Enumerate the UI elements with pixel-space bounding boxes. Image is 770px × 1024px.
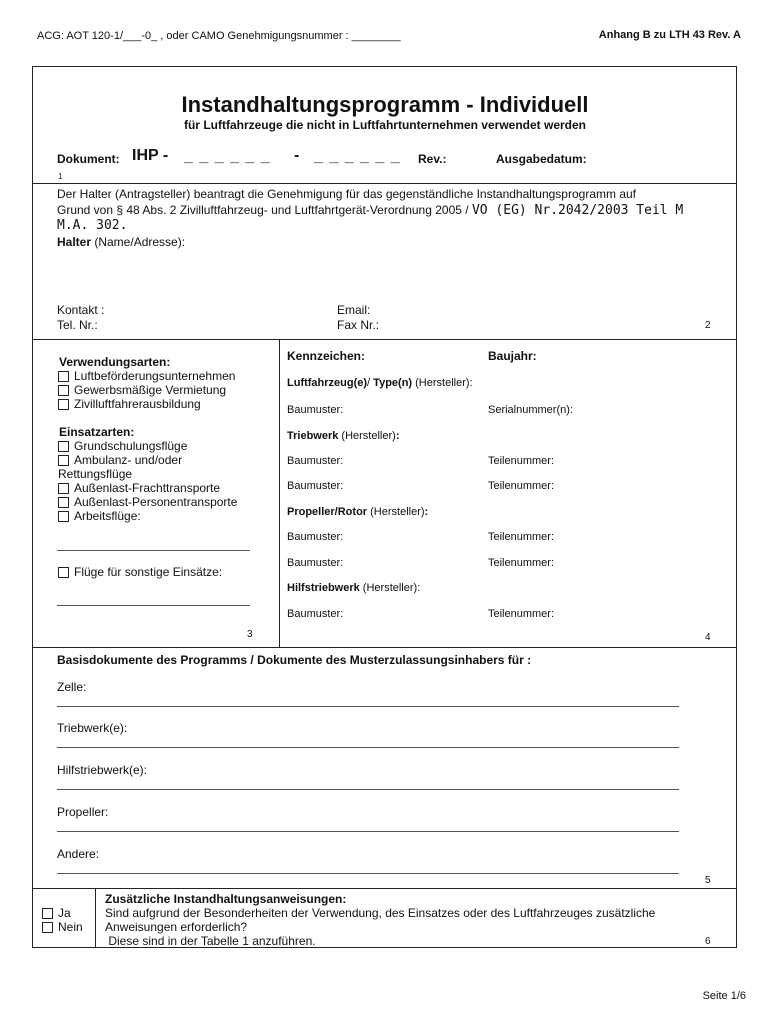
hilf-doc-label: Hilfstriebwerk(e): <box>57 763 148 777</box>
eins-label-1: Grundschulungsflüge <box>74 439 188 453</box>
email-label[interactable]: Email: <box>337 303 371 317</box>
page-subtitle: für Luftfahrzeuge die nicht in Luftfahrtunternehmen verwendet werden <box>183 118 587 132</box>
tw-colon: : <box>395 430 400 442</box>
propeller-label <box>287 506 428 518</box>
zelle-label: Zelle: <box>57 680 87 694</box>
section-number-5: 5 <box>705 875 711 886</box>
section-number-4: 4 <box>705 632 711 643</box>
verw-item-1[interactable] <box>58 369 235 383</box>
tw-baumuster-2[interactable]: Baumuster: <box>287 480 344 492</box>
kontakt-label[interactable]: Kontakt : <box>57 303 105 317</box>
triebwerk-label <box>287 430 399 442</box>
checkbox[interactable] <box>58 567 69 578</box>
propeller-doc-label: Propeller: <box>57 805 109 819</box>
checkbox[interactable] <box>58 511 69 522</box>
nein-label: Nein <box>58 920 83 934</box>
divider-col <box>279 339 280 647</box>
zusatz-title: Zusätzliche Instandhaltungsanweisungen: <box>105 892 347 906</box>
section-number-2: 2 <box>705 320 711 331</box>
zusatz-line-2: Anweisungen erforderlich? <box>105 920 248 934</box>
eins-item-4[interactable] <box>58 495 237 509</box>
hilf-rest: (Hersteller): <box>359 582 421 594</box>
andere-line[interactable] <box>57 873 679 874</box>
checkbox[interactable] <box>58 441 69 452</box>
prop-bold: Propeller/Rotor <box>287 506 368 518</box>
doc-blank-2[interactable]: _ _ _ _ _ _ <box>314 148 401 165</box>
tw-baumuster-1[interactable]: Baumuster: <box>287 455 344 467</box>
eins-label-5: Arbeitsflüge: <box>74 509 141 523</box>
lfz-slash: / <box>367 377 374 389</box>
checkbox[interactable] <box>58 497 69 508</box>
divider-col-2 <box>95 888 96 948</box>
basisdokumente-title: Basisdokumente des Programms / Dokumente des Musterzulassungsinhabers für : <box>57 653 532 667</box>
verw-label-2: Gewerbsmäßige Vermietung <box>74 383 227 397</box>
lfz-bold: Luftfahrzeug(e) <box>287 377 368 389</box>
hilfstriebwerk-label <box>287 582 420 594</box>
tw-teil-1[interactable]: Teilenummer: <box>488 455 555 467</box>
checkbox[interactable] <box>42 908 53 919</box>
lfz-serial[interactable]: Serialnummer(n): <box>488 404 573 416</box>
halter-label <box>57 235 185 249</box>
section-number-6: 6 <box>705 936 711 947</box>
sonstige-label: Flüge für sonstige Einsätze: <box>74 565 223 579</box>
doc-label: Dokument: <box>57 152 120 166</box>
divider-2 <box>32 339 737 340</box>
kennzeichen-label[interactable]: Kennzeichen: <box>287 349 366 363</box>
eins-item-1[interactable] <box>58 439 187 453</box>
verw-item-3[interactable] <box>58 397 201 411</box>
fax-label[interactable]: Fax Nr.: <box>337 318 380 332</box>
baujahr-label[interactable]: Baujahr: <box>488 349 537 363</box>
hilf-line[interactable] <box>57 789 679 790</box>
zusatz-line-1: Sind aufgrund der Besonderheiten der Verwendung, des Einsatzes oder des Luftfahrzeuges zusätzliche <box>105 906 656 920</box>
lfz-rest: (Hersteller): <box>412 377 473 389</box>
zelle-line[interactable] <box>57 706 679 707</box>
halter-rest: (Name/Adresse): <box>91 235 186 249</box>
checkbox[interactable] <box>58 371 69 382</box>
section-number-3: 3 <box>247 629 253 640</box>
arbeitsfluege-line[interactable] <box>57 550 250 551</box>
triebwerk-line[interactable] <box>57 747 679 748</box>
prop-teil-1[interactable]: Teilenummer: <box>488 531 555 543</box>
sonstige-item[interactable] <box>58 565 222 579</box>
einsatzarten-title: Einsatzarten: <box>59 425 135 439</box>
zusatz-line-3: Diese sind in der Tabelle 1 anzuführen. <box>105 934 316 948</box>
antrag-line-1: Der Halter (Antragsteller) beantragt die Genehmigung für das gegenständliche Instandhaltungsprogramm auf <box>57 187 636 201</box>
tw-rest: (Hersteller) <box>338 430 396 442</box>
verw-label-3: Zivilluftfahrerausbildung <box>74 397 201 411</box>
antrag-line-2b: VO (EG) Nr.2042/2003 Teil M <box>471 203 684 218</box>
verw-label-1: Luftbeförderungsunternehmen <box>74 369 236 383</box>
section-number-1: 1 <box>58 172 63 181</box>
page-title: Instandhaltungsprogramm - Individuell <box>181 92 589 117</box>
antrag-line-2a: Grund von § 48 Abs. 2 Zivilluftfahrzeug- und Luftfahrtgerät-Verordnung 2005 / <box>57 203 472 217</box>
verw-item-2[interactable] <box>58 383 226 397</box>
andere-label: Andere: <box>57 847 100 861</box>
antrag-line-3: M.A. 302. <box>57 218 128 233</box>
antrag-line-2 <box>57 203 683 218</box>
verwendungsarten-title: Verwendungsarten: <box>59 355 171 369</box>
doc-ausgabe[interactable]: Ausgabedatum: <box>496 152 587 166</box>
halter-bold: Halter <box>57 235 92 249</box>
eins-label-4: Außenlast-Personentransporte <box>74 495 238 509</box>
eins-item-5[interactable] <box>58 509 141 523</box>
divider-4 <box>32 888 737 889</box>
checkbox[interactable] <box>58 483 69 494</box>
sonstige-line[interactable] <box>57 605 250 606</box>
hilf-teil[interactable]: Teilenummer: <box>488 608 555 620</box>
ja-label: Ja <box>58 906 71 920</box>
divider-1 <box>32 183 737 184</box>
type-bold: Type(n) <box>373 377 413 389</box>
checkbox[interactable] <box>58 399 69 410</box>
hilf-baumuster[interactable]: Baumuster: <box>287 608 344 620</box>
doc-rev[interactable]: Rev.: <box>418 152 447 166</box>
lfz-type-label <box>287 377 473 389</box>
page-number: Seite 1/6 <box>702 990 746 1002</box>
doc-ihp: IHP - <box>132 147 169 164</box>
eins-label-2a: Ambulanz- und/oder <box>74 453 183 467</box>
header-right: Anhang B zu LTH 43 Rev. A <box>598 29 741 41</box>
nein-option[interactable] <box>42 920 83 934</box>
doc-dash: - <box>294 147 300 164</box>
prop-rest: (Hersteller) <box>367 506 425 518</box>
tw-bold: Triebwerk <box>287 430 339 442</box>
ja-option[interactable] <box>42 906 71 920</box>
checkbox[interactable] <box>42 922 53 933</box>
prop-colon: : <box>424 506 429 518</box>
eins-item-2[interactable] <box>58 453 182 467</box>
divider-3 <box>32 647 737 648</box>
propeller-line[interactable] <box>57 831 679 832</box>
prop-baumuster-1[interactable]: Baumuster: <box>287 531 344 543</box>
doc-blank-1[interactable]: _ _ _ _ _ _ <box>184 148 271 165</box>
eins-label-3: Außenlast-Frachttransporte <box>74 481 221 495</box>
checkbox[interactable] <box>58 455 69 466</box>
prop-baumuster-2[interactable]: Baumuster: <box>287 557 344 569</box>
tw-teil-2[interactable]: Teilenummer: <box>488 480 555 492</box>
header-left: ACG: AOT 120-1/___-0_ , oder CAMO Genehmigungsnummer : ________ <box>37 30 401 42</box>
eins-label-2b: Rettungsflüge <box>58 467 133 481</box>
lfz-baumuster[interactable]: Baumuster: <box>287 404 344 416</box>
tel-label[interactable]: Tel. Nr.: <box>57 318 98 332</box>
prop-teil-2[interactable]: Teilenummer: <box>488 557 555 569</box>
eins-item-3[interactable] <box>58 481 220 495</box>
hilf-bold: Hilfstriebwerk <box>287 582 360 594</box>
checkbox[interactable] <box>58 385 69 396</box>
triebwerk-doc-label: Triebwerk(e): <box>57 721 128 735</box>
